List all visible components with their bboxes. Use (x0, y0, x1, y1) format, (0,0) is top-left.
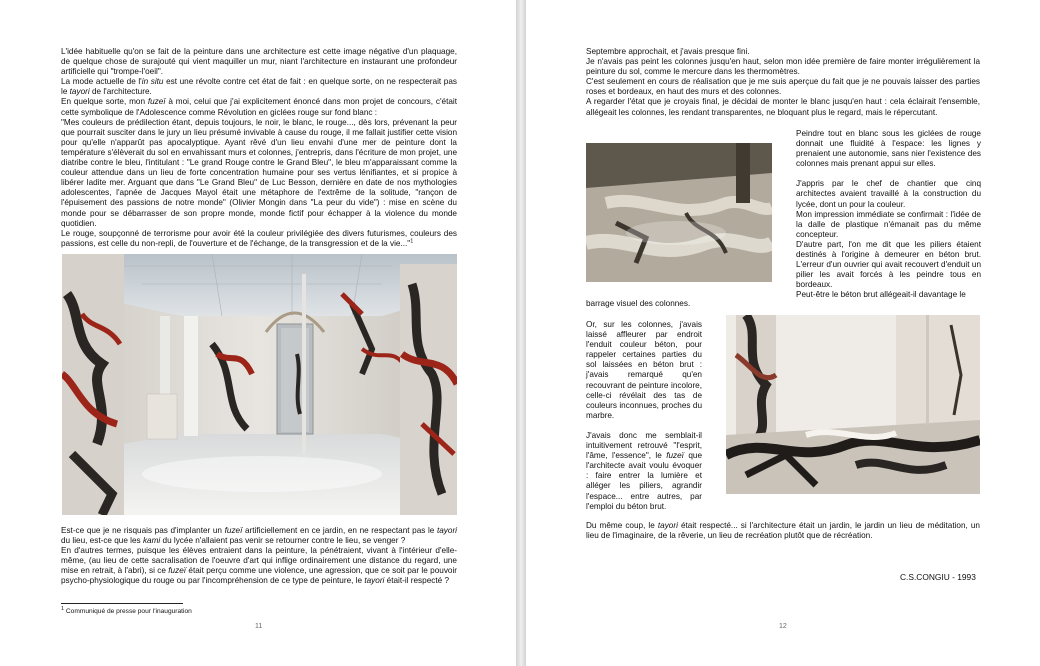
top-t3: C'est seulement en cours de réalisation que je me suis aperçue du fait que je ne pouvais laisser des parties roses et bordeaux, en haut des murs et des colonnes. (586, 77, 980, 97)
narrow-n1: Or, sur les colonnes, j'avais laissé affleurer par endroit l'enduit couleur béton, pour rappeler certaines parties du sol laissées en béton brut : j'avais remarqué qu'en recouvrant de peinture incolore, celle-ci révélait des tas de couleurs inconnues, proches du marbre. (586, 320, 702, 420)
side-s2: J'appris par le chef de chantier que cinq architectes avaient travaillé à la construction du lycée, dont un pour la couleur. (796, 179, 981, 209)
footnote: $^1$ Communiqué de presse pour l'inauguration (61, 605, 192, 615)
floor-painting-photo (586, 143, 772, 282)
left-page (0, 0, 516, 666)
right-top-text (586, 47, 980, 118)
closing-c1: Du même coup, le tayori était respecté... si l'architecture était un jardin, le jardin un lieu de méditation, un lieu de l'imaginaire, de la rêverie, un lieu de recréation plutôt que de récréation. (586, 521, 980, 541)
book-gutter (516, 0, 526, 666)
intro-p1: L'idée habituelle qu'on se fait de la peinture dans une architecture est cette image négative d'un plaquage, de quelque chose de surajouté qui vient maquiller un mur, niant l'architecture en instaurant une profondeur artificielle qui "trompe-l'oeil". (61, 47, 457, 77)
right-closing-text (586, 521, 980, 541)
hallway-mural-photo (62, 254, 457, 515)
intro-p2: La mode actuelle de l'in situ est une révolte contre cet état de fait : en quelque sorte, on ne respecterait pas le tayori de l'architecture. (61, 77, 457, 97)
left-lower-text (61, 526, 457, 587)
continuation-line: barrage visuel des colonnes. (586, 299, 691, 308)
right-side-column (796, 129, 981, 301)
left-intro-text (61, 47, 457, 249)
right-page (526, 0, 1040, 666)
right-narrow-column (586, 320, 702, 512)
side-s3: Mon impression immédiate se confirmait : l'idée de la dalle de plastique n'émanait pas du même concepteur. (796, 209, 981, 239)
intro-p3: En quelque sorte, mon fuzeï à moi, celui que j'ai explicitement énoncé dans mon projet de concours, c'était cette symbolique de l'Adolescence comme Révolution en giclées rouge sur fond blanc : (61, 97, 457, 117)
intro-p4: "Mes couleurs de prédilection étant, depuis toujours, le noir, le blanc, le rouge..., dès lors, prévenant la peur que pourrait susciter dans le jury un lieu présumé invivable à cause du rouge, il me fallait justifier cette vision pour qu'elle n'apparût pas apocalyptique. Ayant rêvé d'un lieu envahi d'une mer de peinture dont la température s'élèverait du sol en envahissant murs et colonnes, j'entrepris, dans l'écriture de mon projet, une diatribe contre le bleu, l'intitulant : "Le grand Rouge contre le Grand Bleu", le bleu m'apparaissant comme la couleur attendue dans un lieu de forte concentration humaine pour ses vertus lénifiantes, et si propice à libérer ladite mer. Arguant que dans "Le Grand Bleu" de Luc Besson, dernière en date de nos mythologies adolescentes, l'apnée de Jacques Mayol était une métaphore de l'extrême de la solitude, "rançon de l'épuisement des passions de notre monde" (Olivier Mongin dans "La peur du vide") : mise en scène du monde pour se débarrasser de son propre monde, monde fictif pour échapper à la violence du monde quotidien. (61, 117, 457, 228)
intro-p5: Le rouge, soupçonné de terrorisme pour avoir été la couleur privilégiée des divers futurismes, couleurs des passions, est celle du non-repli, de l'ouverture et de l'échange, de la transgression et de la vie..."$^1$ (61, 228, 457, 248)
side-s5: Peut-être le béton brut allégeait-il davantage le (796, 290, 966, 300)
side-s1: Peindre tout en blanc sous les giclées de rouge donnait une fluidité à l'espace: les lignes y prenaient une autonomie, sans nier l'existence des colonnes mais prenant appui sur elles. (796, 129, 981, 169)
top-t1: Septembre approchait, et j'avais presque fini. (586, 47, 750, 56)
signature: C.S.CONGIU - 1993 (900, 572, 976, 582)
page-number-right: 12 (779, 623, 787, 630)
footnote-ref: 1 (410, 238, 414, 245)
narrow-n2: J'avais donc me semblait-il intuitivement retrouvé "l'esprit, l'âme, l'essence", le fuzeï que l'architecte avait voulu évoquer : faire entrer la lumière et alléger les piliers, agrandir l'espace... entre autres, par l'emploi du béton brut. (586, 430, 703, 511)
top-t2: Je n'avais pas peint les colonnes jusqu'en haut, selon mon idée première de faire monter irrégulièrement la peinture du sol, comme le mercure dans les thermomètres. (586, 57, 980, 77)
column-detail-photo (726, 315, 980, 494)
page-number-left: 11 (255, 623, 263, 630)
lower-p1: Est-ce que je ne risquais pas d'implanter un fuzeï artificiellement en ce jardin, en ne respectant pas le tayori du lieu, est-ce que les kami du lycée n'allaient pas venir se retourner contre le lieu, se venger ? (61, 526, 457, 546)
footnote-separator (61, 603, 183, 604)
lower-p2: En d'autres termes, puisque les élèves entraient dans la peinture, la pénétraient, vivant à l'intérieur d'elle-même, (au lieu de cette sacralisation de l'oeuvre d'art qui inflige ordinairement une distance du regard, une mise en retrait, à l'abri), si ce fuzeï était perçu comme une violence, une agression, que ce soit par le pouvoir psycho-physiologique du rouge ou par l'incompréhension de ce type de peinture, le tayori était-il respecté ? (61, 546, 458, 586)
top-t4: A regarder l'état que je croyais final, je décidai de monter le blanc jusqu'en haut : cela éclairait l'ensemble, allégeait les colonnes, les rendant transparentes, ne bloquant plus le regard, mais le répercutant. (586, 97, 980, 117)
side-s4: D'autre part, l'on me dit que les piliers étaient destinés à l'origine à demeurer en béton brut. L'erreur d'un ouvrier qui avait recouvert d'enduit un pilier les avait forcés à les peindre tous en bordeaux. (796, 239, 981, 290)
